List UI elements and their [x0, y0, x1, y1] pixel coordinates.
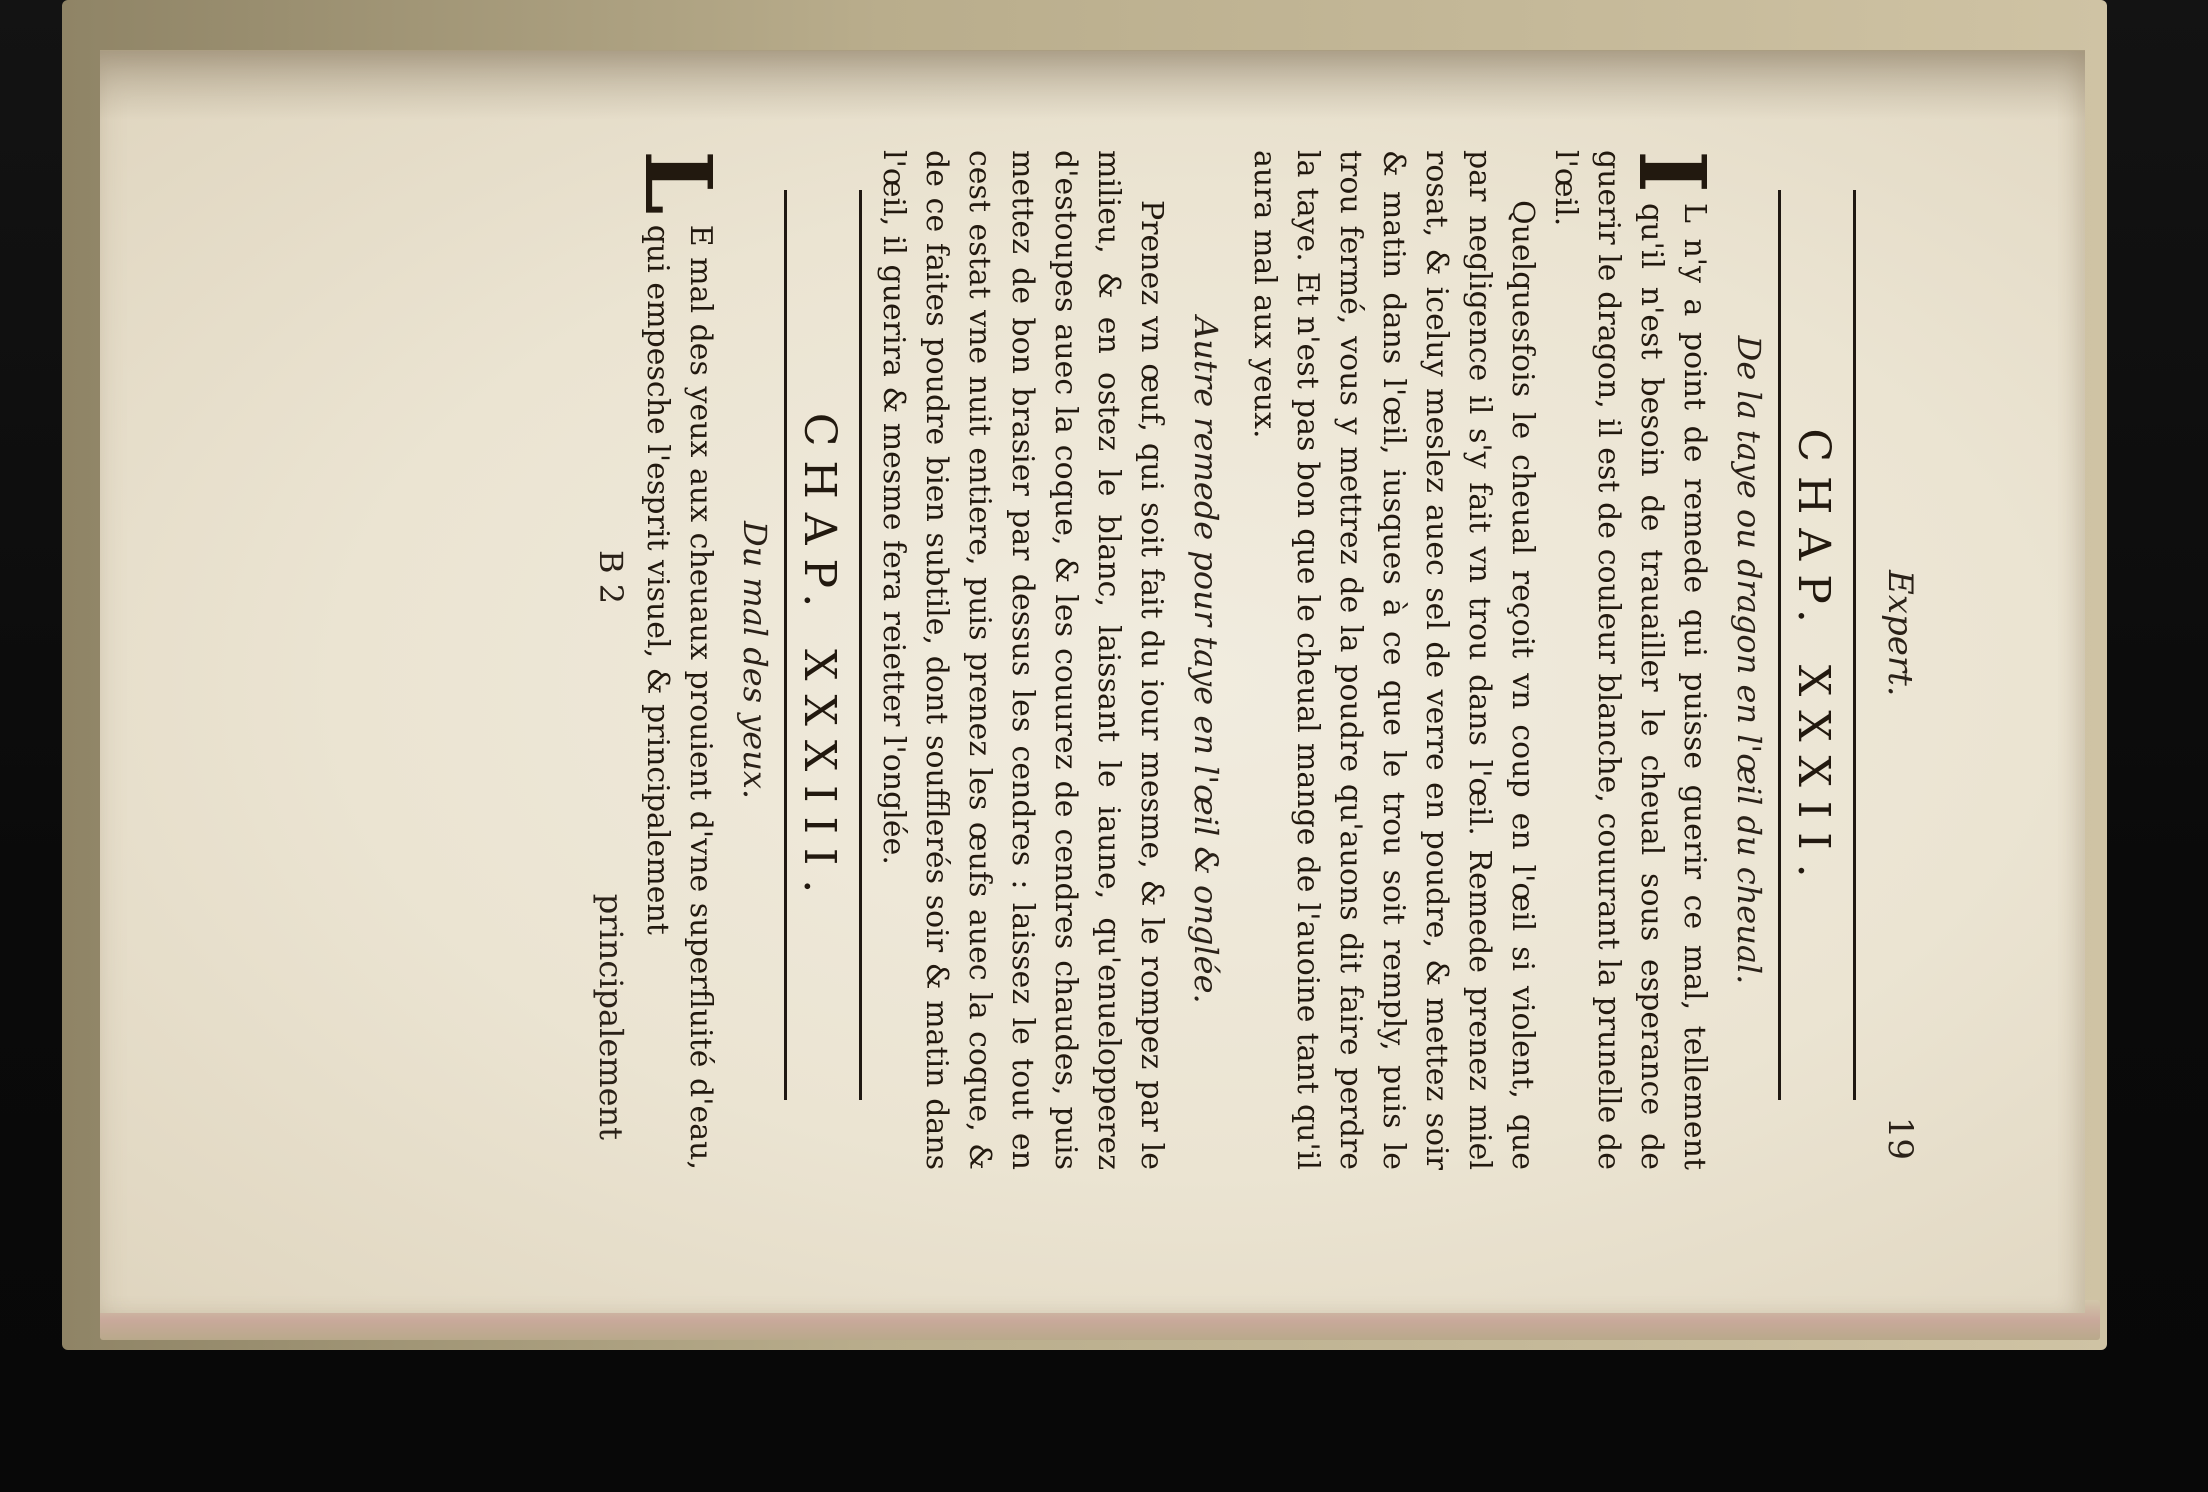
chapter-32-paragraph-2: Quelquesfois le cheual reçoit vn coup en l'œil si violent, que par negligence il s'y fait vn trou dans l'œil. Remede prenez miel rosat, & iceluy meslez auec sel de verre en poudre, & mettez soir & matin dans l'œil, iusques à ce que le trou soit remply, puis le trou fermé, vous y mettrez de la poudre qu'auons dit faire perdre la taye. Et n'est pas bon que le cheual mange de l'auoine tant qu'il aura mal aux yeux.	[1247, 150, 1540, 1170]
chapter-33-paragraph-1	[624, 150, 732, 1170]
running-title: Expert.	[1880, 570, 1920, 697]
chapter-32-paragraph-3: Prenez vn œuf, qui soit fait du iour mesme, & le rompez par le milieu, & en ostez le blanc, laissant le iaune, qu'enuelopperez d'estoupes auec la coque, & les couurez de cendres chaudes, puis mettez de bon brasier par dessus les cendres : laissez le tout en cest estat vne nuit entiere, puis prenez les œufs auec la coque, & de ce faites poudre bien subtile, dont soufflerés soir & matin dans l'œil, il guerira & mesme fera reietter l'onglée.	[876, 150, 1169, 1170]
chapter-32-subtitle: De la taye ou dragon en l'œil du cheual.	[1730, 335, 1768, 985]
chapter-33-heading: CHAP. XXXIII.	[794, 412, 845, 908]
signature-mark: B 2	[592, 550, 630, 605]
top-rule	[1853, 190, 1856, 1100]
chapter-32-dropcap: I	[1618, 150, 1726, 194]
gutter-shadow	[100, 50, 2085, 120]
chapter-32-heading: CHAP. XXXII.	[1788, 428, 1839, 892]
chapter-32-rule	[1778, 190, 1781, 1100]
catchword: principalement	[592, 893, 630, 1140]
running-head	[1866, 150, 1920, 1170]
page-text-block	[140, 150, 1920, 1170]
chapter-33-dropcap: L	[624, 150, 732, 215]
chapter-33-paragraph-1-text: E mal des yeux aux cheuaux prouient d'vne superfluité d'eau, qui empesche l'esprit visuel, & principalement	[640, 224, 718, 1170]
chapter-33-subtitle: Du mal des yeux.	[736, 520, 774, 800]
chapter-32-paragraph-1	[1544, 150, 1726, 1170]
signature-line	[584, 150, 630, 1170]
page-number: 19	[1880, 1116, 1920, 1160]
remedy-title: Autre remede pour taye en l'œil & onglée.	[1187, 316, 1225, 1004]
chapter-33-rule	[784, 190, 787, 1100]
chapter-33-top-rule	[859, 190, 862, 1100]
chapter-32-paragraph-1-text: L n'y a point de remede qui puisse guerir ce mal, tellement qu'il n'est besoin de trauailler le cheual sous esperance de guerir le dragon, il est de couleur blanche, couurant la prunelle de l'œil.	[1548, 150, 1712, 1170]
